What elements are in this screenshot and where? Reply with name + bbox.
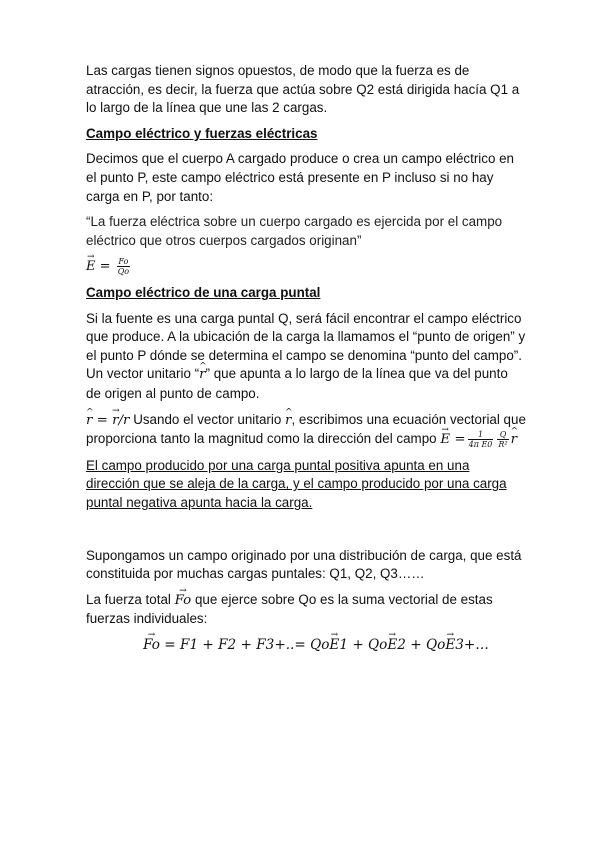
text-usando: Usando el vector unitario [129, 411, 286, 427]
fraction-q-over-r2 [497, 430, 508, 449]
paragraph-fuerza-total [86, 591, 526, 629]
text-suma-vectorial: que ejerce sobre Qo es la suma vectorial de estas fuerzas individuales: [86, 591, 493, 627]
equals-2: = [450, 432, 466, 448]
r-vector-symbol: → r [112, 412, 118, 431]
eq-part-d: 3+… [455, 636, 489, 653]
paragraph-attraction: Las cargas tienen signos opuestos, de modo que la fuerza es de atracción, es decir, la fuerza que actúa sobre Q2 está dirigida hacía Q1 a lo largo de la línea que une las 2 cargas. [86, 63, 520, 116]
fo-vector: → Fo [143, 636, 160, 655]
paragraph-fuente-carga-puntal [86, 310, 526, 404]
divide-r: /r [118, 412, 130, 428]
equals-sign: = [99, 259, 111, 275]
eq-part-a: = F1 + F2 + F3+..= Qo [159, 636, 330, 653]
fraction-numerator: Fo [118, 257, 129, 267]
r-hat-inline: ^ r [285, 412, 291, 431]
eq-part-c: 2 + Qo [397, 636, 446, 653]
heading-campo-electrico-fuerzas: Campo eléctrico y fuerzas eléctricas [86, 125, 318, 141]
equals: = [92, 412, 113, 428]
e1-vector: → E [329, 636, 339, 655]
paragraph-text-a: Si la fuente es una carga puntal Q, será fácil encontrar el campo eléctrico que produce. A la ubicación de la carga la llamamos el “punto de origen” y el punto P dónde se determina el campo se denomina “punto del campo”. Un vector unitario “ [86, 310, 526, 382]
e2-vector: → E [387, 636, 397, 655]
eq-part-b: 1 + Qo [339, 636, 388, 653]
heading-campo-carga-puntal: Campo eléctrico de una carga puntal [86, 284, 321, 300]
fraction-fo-qo [117, 257, 130, 276]
e-vector-symbol: → E [440, 431, 450, 450]
r-hat-symbol: ^ r [86, 412, 92, 431]
fo-vector-symbol: → Fo [175, 592, 192, 611]
r-hat-final: ^ r [511, 431, 517, 450]
frac-den-r2: R² [498, 440, 508, 450]
fraction-coulomb-constant [468, 430, 494, 449]
e-vector: → E [86, 258, 96, 277]
paragraph-campo-definicion: Decimos que el cuerpo A cargado produce o crea un campo eléctrico en el punto P, este campo eléctrico está presente en P incluso si no hay carga en P, por tanto: [86, 151, 515, 204]
quote-fuerza-electrica: “La fuerza eléctrica sobre un cuerpo cargado es ejercida por el campo eléctrico que otros cuerpos cargados originan” [86, 214, 503, 248]
paragraph-unit-vector-equation [86, 411, 526, 450]
paragraph-underlined-direction: El campo producido por una carga puntal positiva apunta en una dirección que se aleja de la carga, y el campo producido por una carga puntal negativa apunta hacia la carga. [86, 457, 507, 510]
frac-den-4pie0: 4π E0 [468, 440, 493, 450]
text-escribimos: , escribimos una ecuación vectorial que proporciona tanto la magnitud como la dirección del campo [86, 411, 526, 447]
frac-num-q: Q [497, 430, 508, 440]
e3-vector: → E [445, 636, 455, 655]
unit-vector-r: ^ r [199, 366, 205, 385]
spacer [86, 520, 526, 547]
paragraph-text-b: ” que apunta a lo largo de la línea que va del punto de origen al punto de campo. [86, 366, 508, 401]
frac-num-1: 1 [468, 430, 494, 440]
equation-field-definition [86, 257, 526, 277]
text-fuerza-total: La fuerza total [86, 591, 175, 607]
fraction-denominator: Qo [117, 267, 130, 277]
equation-superposition [86, 636, 526, 655]
document-page [86, 62, 526, 654]
paragraph-distribucion-carga: Supongamos un campo originado por una distribución de carga, que está constituida por muchas cargas puntales: Q1, Q2, Q3…… [86, 547, 522, 582]
